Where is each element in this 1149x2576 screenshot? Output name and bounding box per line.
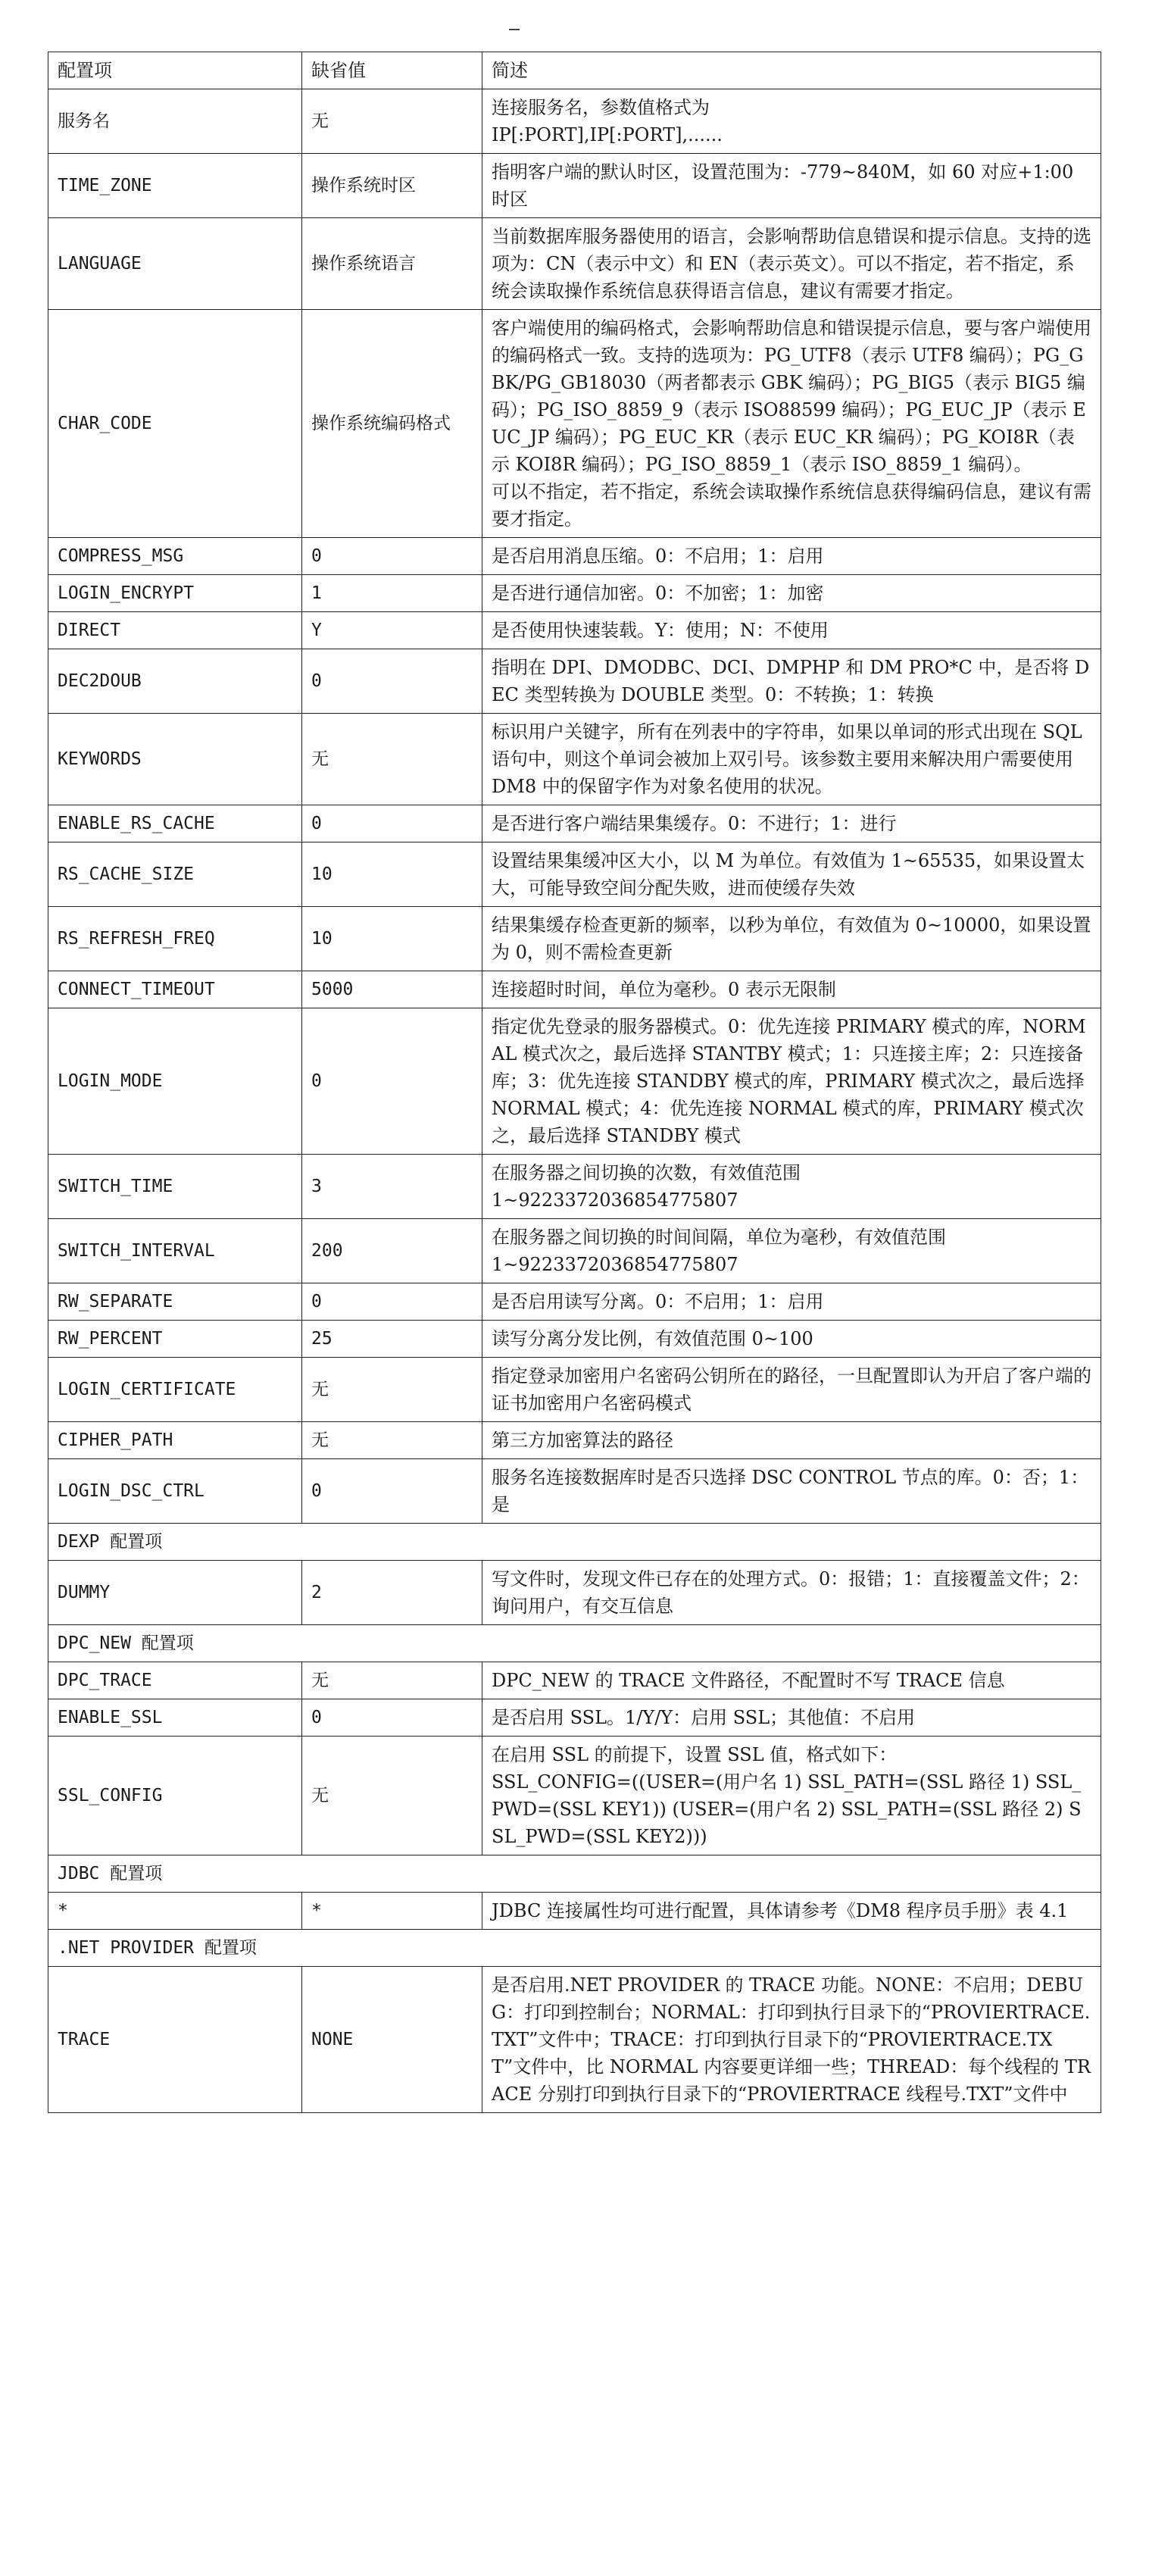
table-row	[48, 1561, 1101, 1625]
description-cell: 写文件时，发现文件已存在的处理方式。0：报错；1：直接覆盖文件；2：询问用户，有交互信息	[482, 1561, 1101, 1625]
default-value-cell: 0	[302, 805, 482, 843]
table-row	[48, 805, 1101, 843]
default-value-cell: 10	[302, 843, 482, 907]
description-cell: 结果集缓存检查更新的频率，以秒为单位，有效值为 0~10000，如果设置为 0，则不需检查更新	[482, 907, 1101, 971]
default-value-cell: 操作系统时区	[302, 154, 482, 218]
table-row	[48, 1662, 1101, 1699]
description-cell: 第三方加密算法的路径	[482, 1422, 1101, 1459]
section-row	[48, 1625, 1101, 1662]
default-value-cell: 0	[302, 1459, 482, 1524]
config-name-cell: SWITCH_TIME	[48, 1155, 302, 1219]
table-row	[48, 1737, 1101, 1855]
description-cell: 是否进行客户端结果集缓存。0：不进行；1：进行	[482, 805, 1101, 843]
table-row	[48, 1893, 1101, 1930]
section-title: DPC_NEW 配置项	[48, 1625, 1101, 1662]
config-table-body	[48, 52, 1101, 2113]
config-name-cell: LOGIN_ENCRYPT	[48, 575, 302, 612]
default-value-cell: 0	[302, 538, 482, 575]
description-cell: 在服务器之间切换的次数，有效值范围 1~9223372036854775807	[482, 1155, 1101, 1219]
table-row	[48, 1321, 1101, 1358]
config-table	[48, 52, 1101, 2113]
default-value-cell: 0	[302, 1283, 482, 1321]
description-cell: 在服务器之间切换的时间间隔，单位为毫秒，有效值范围 1~9223372036854775807	[482, 1219, 1101, 1283]
config-name-cell: DPC_TRACE	[48, 1662, 302, 1699]
config-name-cell: DIRECT	[48, 612, 302, 649]
table-row	[48, 218, 1101, 310]
default-value-cell: 0	[302, 649, 482, 714]
description-cell: 读写分离分发比例，有效值范围 0~100	[482, 1321, 1101, 1358]
default-value-cell: 无	[302, 1422, 482, 1459]
config-name-cell: SSL_CONFIG	[48, 1737, 302, 1855]
table-row	[48, 612, 1101, 649]
table-row	[48, 1358, 1101, 1422]
table-row	[48, 1283, 1101, 1321]
description-cell: 连接服务名，参数值格式为 IP[:PORT],IP[:PORT],......	[482, 89, 1101, 154]
description-cell: 当前数据库服务器使用的语言，会影响帮助信息错误和提示信息。支持的选项为：CN（表示中文）和 EN（表示英文）。可以不指定，若不指定，系统会读取操作系统信息获得语言信息，建议有需要才指定。	[482, 218, 1101, 310]
section-title: JDBC 配置项	[48, 1855, 1101, 1893]
config-name-cell: TIME_ZONE	[48, 154, 302, 218]
description-cell: 连接超时时间，单位为毫秒。0 表示无限制	[482, 971, 1101, 1008]
description-cell: 标识用户关键字，所有在列表中的字符串，如果以单词的形式出现在 SQL 语句中，则这个单词会被加上双引号。该参数主要用来解决用户需要使用 DM8 中的保留字作为对象名使用的状况。	[482, 714, 1101, 805]
config-name-cell: RW_PERCENT	[48, 1321, 302, 1358]
default-value-cell: 3	[302, 1155, 482, 1219]
description-cell: 是否进行通信加密。0：不加密；1：加密	[482, 575, 1101, 612]
table-row	[48, 714, 1101, 805]
table-row	[48, 154, 1101, 218]
description-cell: 客户端使用的编码格式，会影响帮助信息和错误提示信息，要与客户端使用的编码格式一致。支持的选项为：PG_UTF8（表示 UTF8 编码）；PG_GBK/PG_GB18030（两者都表示 GBK 编码）；PG_BIG5（表示 BIG5 编码）；PG_ISO_8859_9（表示 ISO88599 编码）；PG_EUC_JP（表示 EUC_JP 编码）；PG_EUC_KR（表示 EUC_KR 编码）；PG_KOI8R（表示 KOI8R 编码）；PG_ISO_8859_1（表示 ISO_8859_1 编码）。 可以不指定，若不指定，系统会读取操作系统信息获得编码信息，建议有需要才指定。	[482, 310, 1101, 538]
table-row	[48, 1967, 1101, 2113]
config-name-cell: ENABLE_RS_CACHE	[48, 805, 302, 843]
default-value-cell: 25	[302, 1321, 482, 1358]
description-cell: 是否使用快速装载。Y：使用；N：不使用	[482, 612, 1101, 649]
default-value-cell: 无	[302, 1662, 482, 1699]
default-value-cell: Y	[302, 612, 482, 649]
header-config-item: 配置项	[48, 52, 302, 89]
table-row	[48, 89, 1101, 154]
default-value-cell: 1	[302, 575, 482, 612]
default-value-cell: 200	[302, 1219, 482, 1283]
default-value-cell: NONE	[302, 1967, 482, 2113]
table-header-row	[48, 52, 1101, 89]
config-name-cell: RS_CACHE_SIZE	[48, 843, 302, 907]
section-row	[48, 1930, 1101, 1967]
description-cell: 指明在 DPI、DMODBC、DCI、DMPHP 和 DM PRO*C 中，是否将 DEC 类型转换为 DOUBLE 类型。0：不转换；1：转换	[482, 649, 1101, 714]
description-cell: 指明客户端的默认时区，设置范围为：-779~840M，如 60 对应+1:00 时区	[482, 154, 1101, 218]
description-cell: 在启用 SSL 的前提下，设置 SSL 值，格式如下： SSL_CONFIG=((USER=(用户名 1) SSL_PATH=(SSL 路径 1) SSL_PWD=(SSL KEY1)) (USER=(用户名 2) SSL_PATH=(SSL 路径 2) SSL_PWD=(SSL KEY2)))	[482, 1737, 1101, 1855]
config-name-cell: SWITCH_INTERVAL	[48, 1219, 302, 1283]
section-title: .NET PROVIDER 配置项	[48, 1930, 1101, 1967]
section-row	[48, 1524, 1101, 1561]
config-name-cell: CIPHER_PATH	[48, 1422, 302, 1459]
default-value-cell: *	[302, 1893, 482, 1930]
config-name-cell: LOGIN_CERTIFICATE	[48, 1358, 302, 1422]
default-value-cell: 无	[302, 1737, 482, 1855]
config-name-cell: TRACE	[48, 1967, 302, 2113]
default-value-cell: 无	[302, 1358, 482, 1422]
page-top-mark	[509, 29, 520, 30]
table-row	[48, 1459, 1101, 1524]
default-value-cell: 无	[302, 89, 482, 154]
table-row	[48, 538, 1101, 575]
table-row	[48, 907, 1101, 971]
section-title: DEXP 配置项	[48, 1524, 1101, 1561]
table-row	[48, 1219, 1101, 1283]
config-name-cell: DUMMY	[48, 1561, 302, 1625]
table-row	[48, 843, 1101, 907]
description-cell: 设置结果集缓冲区大小，以 M 为单位。有效值为 1~65535，如果设置太大，可能导致空间分配失败，进而使缓存失效	[482, 843, 1101, 907]
table-row	[48, 971, 1101, 1008]
header-description: 简述	[482, 52, 1101, 89]
table-row	[48, 1008, 1101, 1155]
table-row	[48, 649, 1101, 714]
default-value-cell: 5000	[302, 971, 482, 1008]
config-name-cell: LANGUAGE	[48, 218, 302, 310]
table-row	[48, 310, 1101, 538]
table-row	[48, 1699, 1101, 1737]
config-name-cell: KEYWORDS	[48, 714, 302, 805]
description-cell: JDBC 连接属性均可进行配置，具体请参考《DM8 程序员手册》表 4.1	[482, 1893, 1101, 1930]
table-row	[48, 1155, 1101, 1219]
default-value-cell: 0	[302, 1699, 482, 1737]
config-name-cell: LOGIN_DSC_CTRL	[48, 1459, 302, 1524]
table-row	[48, 575, 1101, 612]
config-name-cell: RW_SEPARATE	[48, 1283, 302, 1321]
description-cell: DPC_NEW 的 TRACE 文件路径，不配置时不写 TRACE 信息	[482, 1662, 1101, 1699]
config-name-cell: CONNECT_TIMEOUT	[48, 971, 302, 1008]
description-cell: 是否启用读写分离。0：不启用；1：启用	[482, 1283, 1101, 1321]
section-row	[48, 1855, 1101, 1893]
default-value-cell: 无	[302, 714, 482, 805]
description-cell: 是否启用消息压缩。0：不启用；1：启用	[482, 538, 1101, 575]
default-value-cell: 操作系统编码格式	[302, 310, 482, 538]
header-default-value: 缺省值	[302, 52, 482, 89]
config-name-cell: RS_REFRESH_FREQ	[48, 907, 302, 971]
description-cell: 指定登录加密用户名密码公钥所在的路径，一旦配置即认为开启了客户端的证书加密用户名密码模式	[482, 1358, 1101, 1422]
config-name-cell: *	[48, 1893, 302, 1930]
description-cell: 服务名连接数据库时是否只选择 DSC CONTROL 节点的库。0：否；1：是	[482, 1459, 1101, 1524]
description-cell: 是否启用.NET PROVIDER 的 TRACE 功能。NONE：不启用；DEBUG：打印到控制台；NORMAL：打印到执行目录下的“PROVIERTRACE.TXT”文件中；TRACE：打印到执行目录下的“PROVIERTRACE.TXT”文件中，比 NORMAL 内容要更详细一些；THREAD：每个线程的 TRACE 分别打印到执行目录下的“PROVIERTRACE 线程号.TXT”文件中	[482, 1967, 1101, 2113]
config-name-cell: COMPRESS_MSG	[48, 538, 302, 575]
config-name-cell: LOGIN_MODE	[48, 1008, 302, 1155]
default-value-cell: 操作系统语言	[302, 218, 482, 310]
description-cell: 指定优先登录的服务器模式。0：优先连接 PRIMARY 模式的库，NORMAL 模式次之，最后选择 STANTBY 模式；1：只连接主库；2：只连接备库；3：优先连接 STANDBY 模式的库，PRIMARY 模式次之，最后选择 NORMAL 模式；4：优先连接 NORMAL 模式的库，PRIMARY 模式次之，最后选择 STANDBY 模式	[482, 1008, 1101, 1155]
default-value-cell: 0	[302, 1008, 482, 1155]
config-name-cell: CHAR_CODE	[48, 310, 302, 538]
default-value-cell: 10	[302, 907, 482, 971]
default-value-cell: 2	[302, 1561, 482, 1625]
config-name-cell: DEC2DOUB	[48, 649, 302, 714]
description-cell: 是否启用 SSL。1/Y/Y：启用 SSL；其他值：不启用	[482, 1699, 1101, 1737]
table-row	[48, 1422, 1101, 1459]
config-name-cell: ENABLE_SSL	[48, 1699, 302, 1737]
config-name-cell: 服务名	[48, 89, 302, 154]
